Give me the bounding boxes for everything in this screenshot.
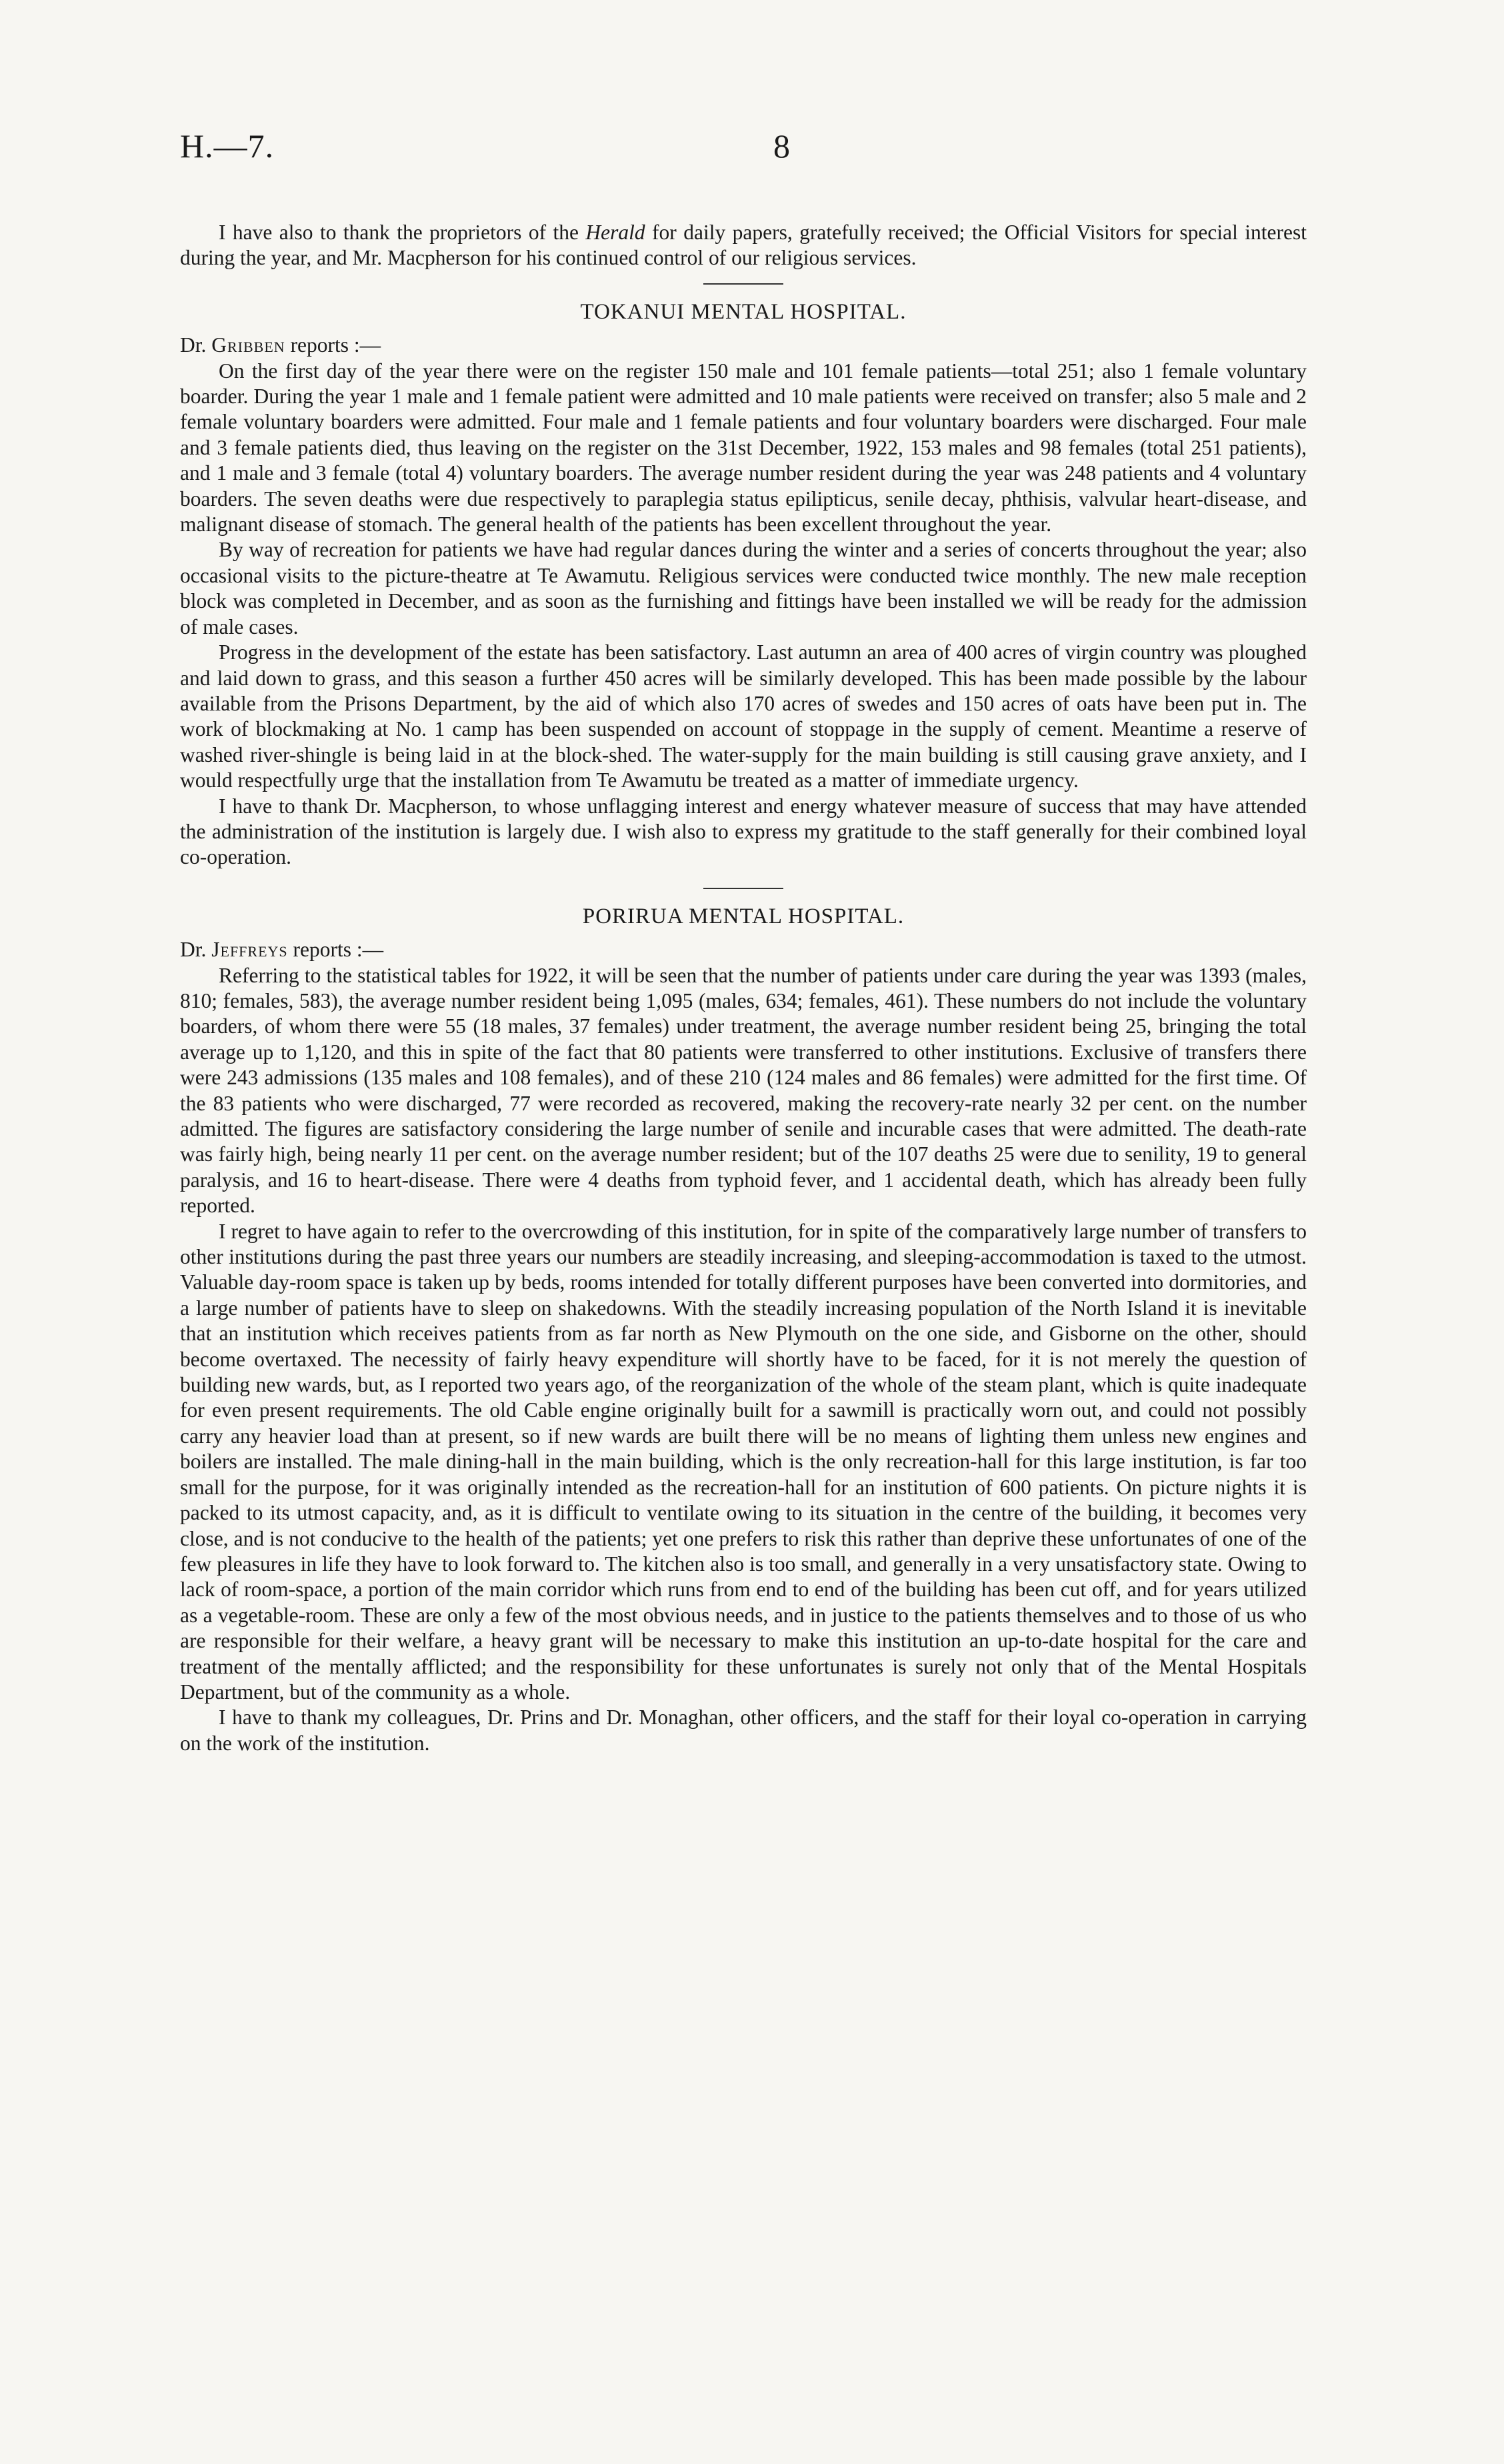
page-body	[180, 220, 1307, 1756]
porirua-reporter	[180, 937, 1307, 962]
section-divider	[703, 283, 783, 285]
tokanui-paragraph: By way of recreation for patients we have had regular dances during the winter and a series of concerts throughout the year; also occasional visits to the picture-theatre at Te Awamutu. Religious services were conducted twice monthly. The new male reception block was completed in December, and as soon as the furnishing and fittings have been installed we will be ready for the admission of male cases.	[180, 538, 1307, 638]
section-divider	[703, 888, 783, 889]
tokanui-reporter	[180, 333, 1307, 358]
page-number: 8	[773, 127, 791, 165]
tokanui-title: TOKANUI MENTAL HOSPITAL.	[580, 299, 907, 324]
porirua-title: PORIRUA MENTAL HOSPITAL.	[582, 904, 905, 928]
reporter-prefix: Dr.	[180, 938, 212, 962]
tokanui-paragraph: On the first day of the year there were on the register 150 male and 101 female patients—total 251; also 1 female voluntary boarder. During the year 1 male and 1 female patient were admitted and 10 male patients were received on transfer; also 5 male and 2 female voluntary boarders were admitted. Four male and 1 female patients and four voluntary boarders were discharged. Four male and 3 female patients died, thus leaving on the register on the 31st December, 1922, 153 males and 98 females (total 251 patients), and 1 male and 3 female (total 4) voluntary boarders. The average number resident during the year was 248 patients and 4 voluntary boarders. The seven deaths were due respectively to paraplegia status epilipticus, senile decay, phthisis, valvular heart-disease, and malignant disease of stomach. The general health of the patients has been excellent throughout the year.	[180, 359, 1307, 537]
intro-text-b: for daily papers, gratefully received; the Official Visitors for special interest during the year, and Mr. Macpherson for his continued control of our religious services.	[180, 221, 1307, 270]
reporter-prefix: Dr.	[180, 333, 212, 357]
intro-text-a: I have also to thank the proprietors of the	[219, 221, 586, 244]
document-page	[180, 0, 1307, 2464]
porirua-paragraph: Referring to the statistical tables for 1922, it will be seen that the number of patients under care during the year was 1393 (males, 810; females, 583), the average number resident being 1,095 (males, 634; females, 461). These numbers do not include the voluntary boarders, of whom there were 55 (18 males, 37 females) under treatment, the average number resident being 25, bringing the total average up to 1,120, and this in spite of the fact that 80 patients were transferred to other institutions. Exclusive of transfers there were 243 admissions (135 males and 108 females), and of these 210 (124 males and 86 females) were admitted for the first time. Of the 83 patients who were discharged, 77 were recorded as recovered, making the recovery-rate nearly 32 per cent. on the number admitted. The figures are satisfactory considering the large number of senile and incurable cases that were admitted. The death-rate was fairly high, being nearly 11 per cent. on the average number resident; but of the 107 deaths 25 were due to senility, 19 to general paralysis, and 16 to heart-disease. There were 4 deaths from typhoid fever, and 1 accidental death, which has already been fully reported.	[180, 963, 1307, 1218]
reporter-name: Jeffreys	[211, 938, 288, 962]
reporter-suffix: reports :—	[287, 938, 384, 962]
intro-paragraph	[180, 220, 1307, 271]
document-reference: H.—7.	[180, 127, 275, 165]
reporter-suffix: reports :—	[285, 333, 381, 357]
porirua-paragraph: I have to thank my colleagues, Dr. Prins and Dr. Monaghan, other officers, and the staff for their loyal co-operation in carrying on the work of the institution.	[180, 1706, 1307, 1755]
page-header	[180, 127, 1307, 173]
porirua-paragraph: I regret to have again to refer to the overcrowding of this institution, for in spite of the comparatively large number of transfers to other institutions during the past three years our numbers are steadily increasing, and sleeping-accommodation is taxed to the utmost. Valuable day-room space is taken up by beds, rooms intended for totally different purposes have been converted into dormitories, and a large number of patients have to sleep on shakedowns. With the steadily increasing population of the North Island it is inevitable that an institution which receives patients from as far north as New Plymouth on the one side, and Gisborne on the other, should become overtaxed. The necessity of fairly heavy expenditure will shortly have to be faced, for it is not merely the question of building new wards, but, as I reported two years ago, of the reorganization of the whole of the steam plant, which is quite inadequate for even present requirements. The old Cable engine originally built for a sawmill is practically worn out, and could not possibly carry any heavier load than at present, so if new wards are built there will be no means of lighting them unless new engines and boilers are installed. The male dining-hall in the main building, which is the only recreation-hall for this large institution, is far too small for the purpose, for it was originally intended as the recreation-hall for an institution of 600 patients. On picture nights it is packed to its utmost capacity, and, as it is difficult to ventilate owing to its situation in the centre of the building, it becomes very close, and is not conducive to the health of the patients; yet one prefers to risk this rather than deprive these unfortunates of one of the few pleasures in life they have to look forward to. The kitchen also is too small, and generally in a very unsatisfactory state. Owing to lack of room-space, a portion of the main corridor which runs from end to end of the building has been cut off, and for years utilized as a vegetable-room. These are only a few of the most obvious needs, and in justice to the patients themselves and to those of us who are responsible for their welfare, a heavy grant will be necessary to make this institution an up-to-date hospital for the care and treatment of the mentally afflicted; and the responsibility for these unfortunates is surely not only that of the Mental Hospitals Department, but of the community as a whole.	[180, 1219, 1307, 1704]
herald-name: Herald	[585, 221, 645, 244]
reporter-name: Gribben	[211, 333, 285, 357]
tokanui-paragraph: Progress in the development of the estate has been satisfactory. Last autumn an area of 400 acres of virgin country was ploughed and laid down to grass, and this season a further 450 acres will be similarly developed. This has been made possible by the labour available from the Prisons Department, by the aid of which also 170 acres of swedes and 150 acres of oats have been put in. The work of blockmaking at No. 1 camp has been suspended on account of stoppage in the supply of cement. Meantime a reserve of washed river-shingle is being laid in at the block-shed. The water-supply for the main building is still causing grave anxiety, and I would respectfully urge that the installation from Te Awamutu be treated as a matter of immediate urgency.	[180, 640, 1307, 792]
tokanui-paragraph: I have to thank Dr. Macpherson, to whose unflagging interest and energy whatever measure of success that may have attended the administration of the institution is largely due. I wish also to express my gratitude to the staff generally for their combined loyal co-operation.	[180, 794, 1307, 869]
